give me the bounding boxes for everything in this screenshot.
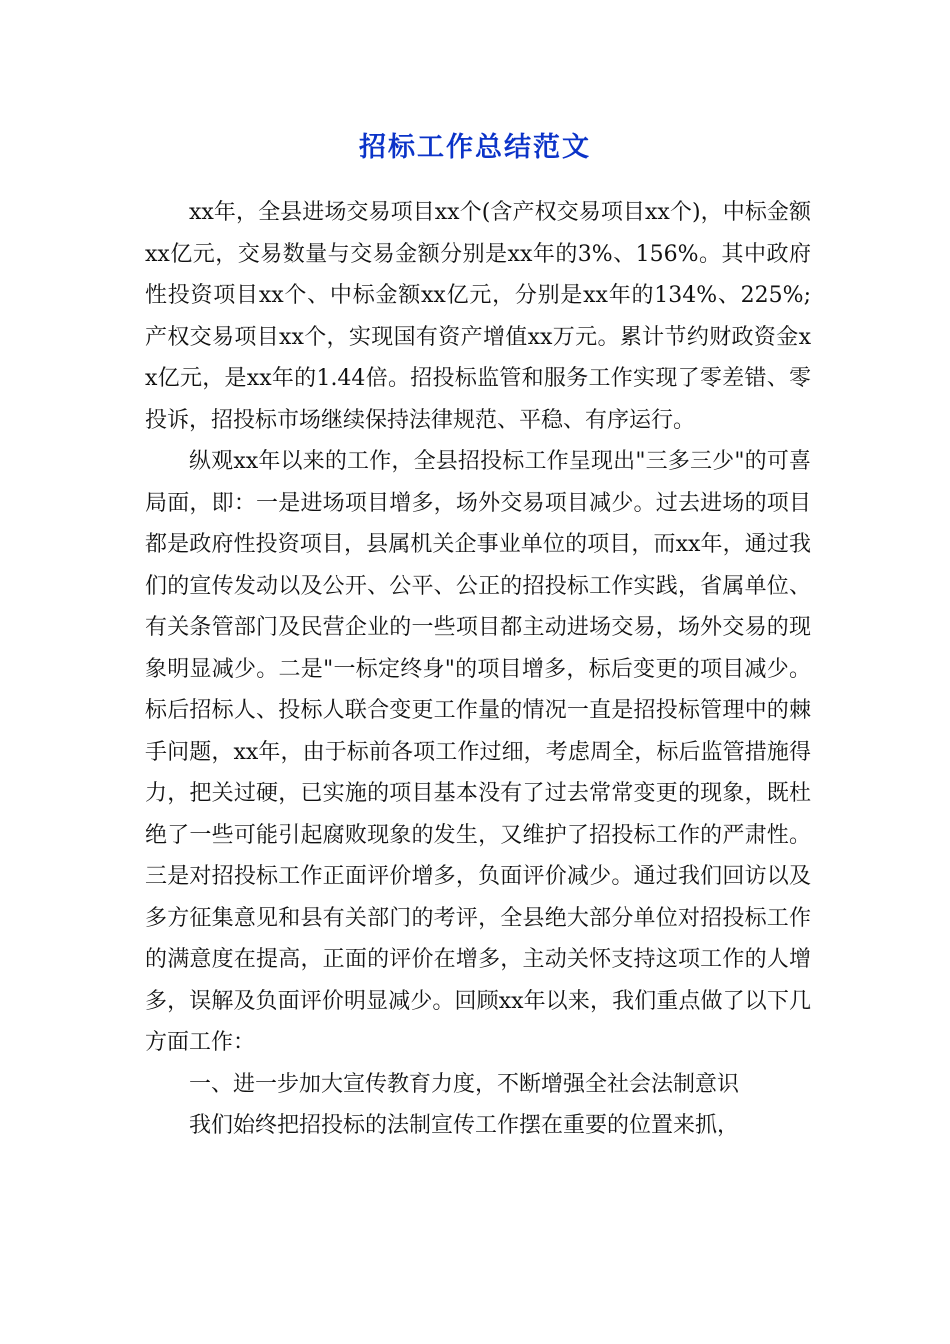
document-title: 招标工作总结范文 (359, 132, 591, 163)
paragraph-1: xx年，全县进场交易项目xx个(含产权交易项目xx个)，中标金额xx亿元，交易数量与交易金额分别是xx年的3%、156%。其中政府性投资项目xx个、中标金额xx亿元，分别是xx年的134%、225%;产权交易项目xx个，实现国有资产增值xx万元。累计节约财政资金xx亿元，是xx年的1.44倍。招投标监管和服务工作实现了零差错、零投诉，招投标市场继续保持法律规范、平稳、有序运行。 (145, 200, 811, 433)
section-heading-1: 一、进一步加大宣传教育力度，不断增强全社会法制意识 (189, 1071, 740, 1097)
paragraph-2: 纵观xx年以来的工作，全县招投标工作呈现出"三多三少"的可喜局面，即：一是进场项目增多，场外交易项目减少。过去进场的项目都是政府性投资项目，县属机关企事业单位的项目，而xx年，通过我们的宣传发动以及公开、公平、公正的招投标工作实践，省属单位、有关条管部门及民营企业的一些项目都主动进场交易，场外交易的现象明显减少。二是"一标定终身"的项目增多，标后变更的项目减少。标后招标人、投标人联合变更工作量的情况一直是招投标管理中的棘手问题，xx年，由于标前各项工作过细，考虑周全，标后监管措施得力，把关过硬，已实施的项目基本没有了过去常常变更的现象，既杜绝了一些可能引起腐败现象的发生，又维护了招投标工作的严肃性。三是对招投标工作正面评价增多，负面评价减少。通过我们回访以及多方征集意见和县有关部门的考评，全县绝大部分单位对招投标工作的满意度在提高，正面的评价在增多，主动关怀支持这项工作的人增多，误解及负面评价明显减少。回顾xx年以来，我们重点做了以下几方面工作： (145, 449, 811, 1055)
document-body (145, 192, 811, 1147)
paragraph-3: 我们始终把招投标的法制宣传工作摆在重要的位置来抓， (189, 1113, 740, 1138)
